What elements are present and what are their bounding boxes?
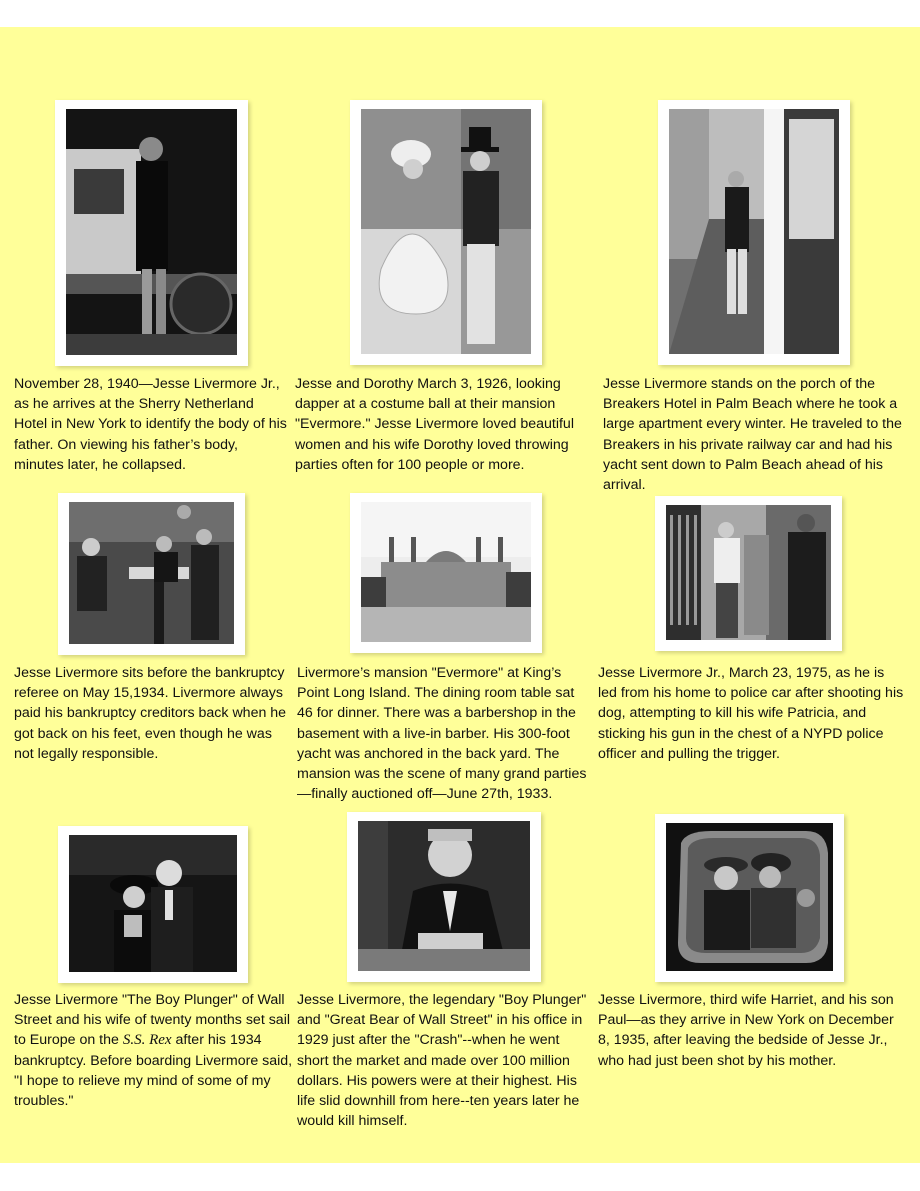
photo-jesse-jr-led-from-home (655, 496, 842, 651)
photo-livermore-harriet-car (655, 814, 844, 982)
caption-mansion-evermore: Livermore’s mansion "Evermore" at King’s Point Long Island. The dining room table sat 46 for dinner. There was a barbershop in the basement with a live-in barber. His 300-foot yacht was anchored in the back yard. The mansion was the scene of many grand parties—finally auctioned off—June 27th, 1933. (297, 665, 587, 803)
caption-breakers-hotel-porch: Jesse Livermore stands on the porch of the Breakers Hotel in Palm Beach where he took a large apartment every winter. He traveled to the Breakers in his private railway car and had his yacht sent down to Palm Beach ahead of his arrival. (603, 376, 902, 494)
photo-breakers-hotel-porch (658, 100, 850, 365)
caption-jesse-dorothy-costume-ball: Jesse and Dorothy March 3, 1926, looking dapper at a costume ball at their mansion "Evermore." Jesse Livermore loved beautiful women and his wife Dorothy loved throwing parties often for 100 people or more. (295, 376, 574, 473)
ship-name: S.S. Rex (122, 1032, 172, 1049)
photo-livermore-office-1929 (347, 812, 541, 982)
caption-jesse-jr-sherry-netherland: November 28, 1940—Jesse Livermore Jr., as he arrives at the Sherry Netherland Hotel in New York to identify the body of his father. On viewing his father’s body, minutes later, he collapsed. (14, 376, 287, 473)
caption-livermore-harriet-car: Jesse Livermore, third wife Harriet, and his son Paul—as they arrive in New York on December 8, 1935, after leaving the bedside of Jesse Jr., who had just been shot by his mother. (598, 992, 894, 1069)
photo-boy-plunger-and-wife (58, 826, 248, 983)
caption-jesse-jr-led-from-home: Jesse Livermore Jr., March 23, 1975, as he is led from his home to police car after shooting his dog, attempting to kill his wife Patricia, and sticking his gun in the chest of a NYPD police officer and pulling the trigger. (598, 665, 904, 762)
photo-bankruptcy-referee (58, 493, 245, 655)
caption-boy-plunger-and-wife (14, 990, 298, 1111)
caption-boy-plunger-text-2: after his 1934 bankruptcy. Before boarding Livermore said, "I hope to relieve my mind of some of my troubles." (14, 1032, 293, 1110)
caption-bankruptcy-referee: Jesse Livermore sits before the bankruptcy referee on May 15,1934. Livermore always paid his bankruptcy creditors back when he got back on his feet, even though he was not legally responsible. (14, 665, 287, 762)
photo-jesse-dorothy-costume-ball (350, 100, 542, 365)
caption-livermore-office-1929: Jesse Livermore, the legendary "Boy Plunger" and "Great Bear of Wall Street" in his office in 1929 just after the "Crash"--when he went short the market and made over 100 million dollars. His powers were at their highest. His life slid downhill from here--ten years later he would kill himself. (297, 992, 587, 1130)
photo-jesse-jr-sherry-netherland (55, 100, 248, 366)
caption-boy-plunger-text-1: Jesse Livermore "The Boy Plunger" of Wall Street and his wife of twenty months set sail to Europe on the (14, 992, 290, 1049)
photo-mansion-evermore (350, 493, 542, 653)
